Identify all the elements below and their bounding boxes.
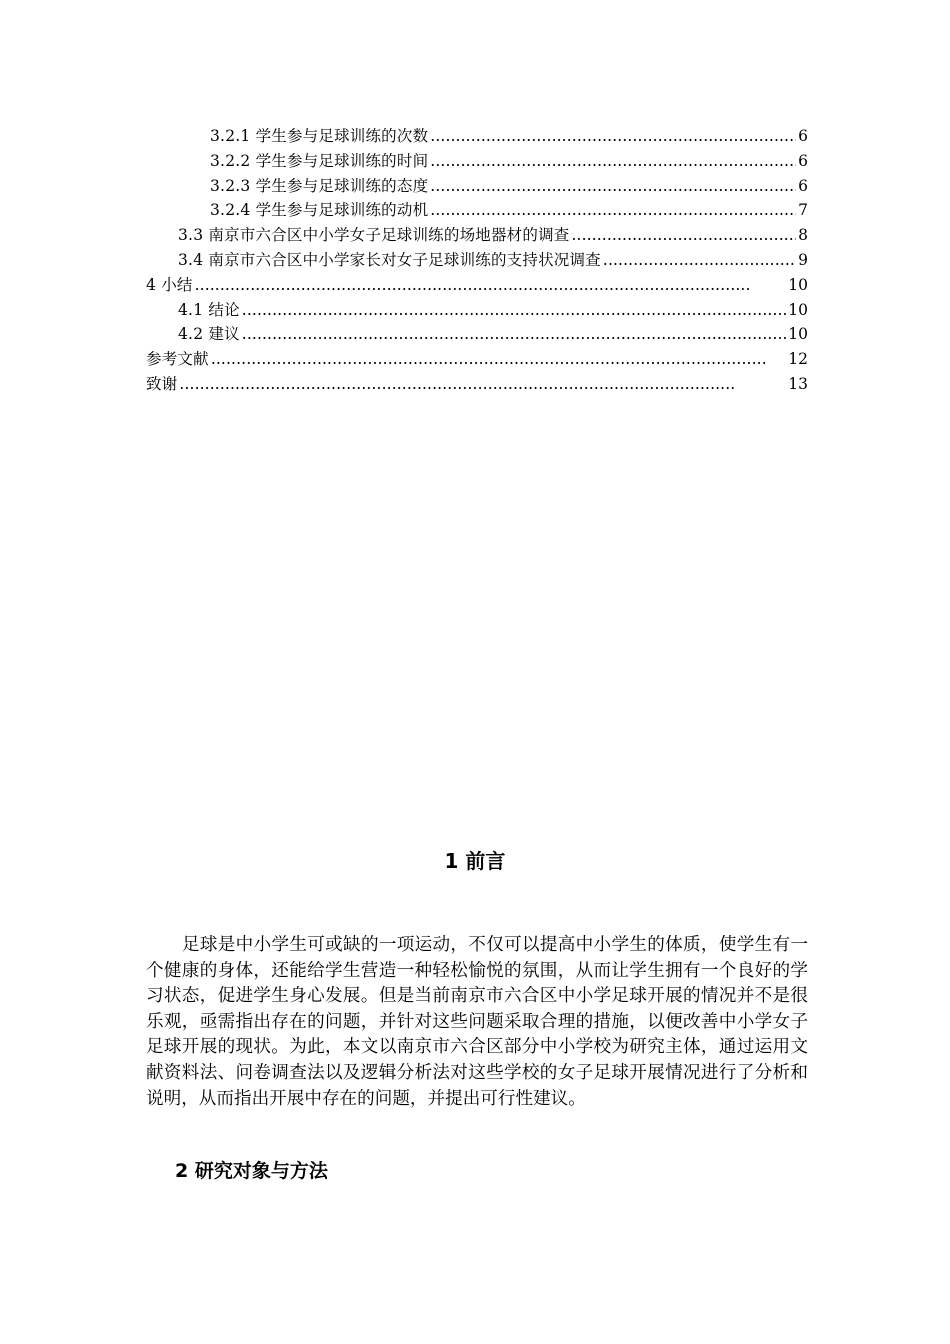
section-2-heading: 2 研究对象与方法 [175,1160,328,1182]
toc-entry-label: 4.2 建议 [178,325,240,344]
toc-entry-references[interactable] [146,347,808,372]
toc-entry-label: 致谢 [146,374,178,393]
toc-dot-leader [430,149,796,174]
toc-dot-leader [603,248,796,273]
toc-entry-label: 参考文献 [146,350,209,369]
toc-entry-3-2-2[interactable] [146,149,808,174]
toc-entry-label: 3.2.2 学生参与足球训练的时间 [210,151,429,170]
toc-entry-label: 3.2.4 学生参与足球训练的动机 [210,201,429,220]
toc-dot-leader [430,174,796,199]
toc-page-number: 6 [798,176,808,195]
toc-entry-label: 3.3 南京市六合区中小学女子足球训练的场地器材的调查 [178,226,570,245]
toc-dot-leader [211,347,786,372]
toc-entry-label: 3.4 南京市六合区中小学家长对女子足球训练的支持状况调查 [178,250,601,269]
table-of-contents [146,124,808,397]
toc-page-number: 12 [788,350,808,369]
section-1-paragraph: 足球是中小学生可或缺的一项运动，不仅可以提高中小学生的体质，使学生有一个健康的身体，还能给学生营造一种轻松愉悦的氛围，从而让学生拥有一个良好的学习状态，促进学生身心发展。但是当前南京市六合区中小学足球开展的情况并不是很乐观，亟需指出存在的问题，并针对这些问题采取合理的措施，以便改善中小学女子足球开展的现状。为此，本文以南京市六合区部分中小学校为研究主体，通过运用文献资料法、问卷调查法以及逻辑分析法对这些学校的女子足球开展情况进行了分析和说明，从而指出开展中存在的问题，并提出可行性建议。 [146,935,808,1109]
toc-page-number: 6 [798,151,808,170]
toc-entry-label: 3.2.1 学生参与足球训练的次数 [210,127,429,145]
toc-entry-label: 4.1 结论 [178,300,240,319]
toc-dot-leader [195,273,787,298]
toc-dot-leader [242,322,786,347]
toc-dot-leader [179,372,786,397]
toc-entry-3-2-1[interactable] [146,124,808,149]
toc-entry-label: 3.2.3 学生参与足球训练的态度 [210,176,429,195]
toc-entry-3-4[interactable] [146,248,808,273]
toc-page-number: 13 [788,374,808,393]
toc-entry-4-1[interactable] [146,298,808,323]
toc-page-number: 9 [798,250,808,269]
toc-dot-leader [430,124,796,149]
toc-entry-4[interactable] [146,273,808,298]
toc-page-number: 7 [798,201,808,220]
toc-entry-3-2-4[interactable] [146,198,808,223]
toc-dot-leader [571,223,796,248]
toc-page-number: 10 [788,325,808,344]
toc-entry-acknowledgements[interactable] [146,372,808,397]
toc-entry-3-2-3[interactable] [146,174,808,199]
toc-page-number: 6 [798,127,808,145]
section-1-heading: 1 前言 [444,849,506,873]
toc-entry-3-3[interactable] [146,223,808,248]
toc-dot-leader [430,198,796,223]
toc-page-number: 10 [788,275,808,294]
toc-entry-4-2[interactable] [146,322,808,347]
toc-page-number: 10 [788,300,808,319]
toc-entry-label: 4 小结 [146,275,193,294]
toc-page-number: 8 [798,226,808,245]
toc-dot-leader [242,298,786,323]
